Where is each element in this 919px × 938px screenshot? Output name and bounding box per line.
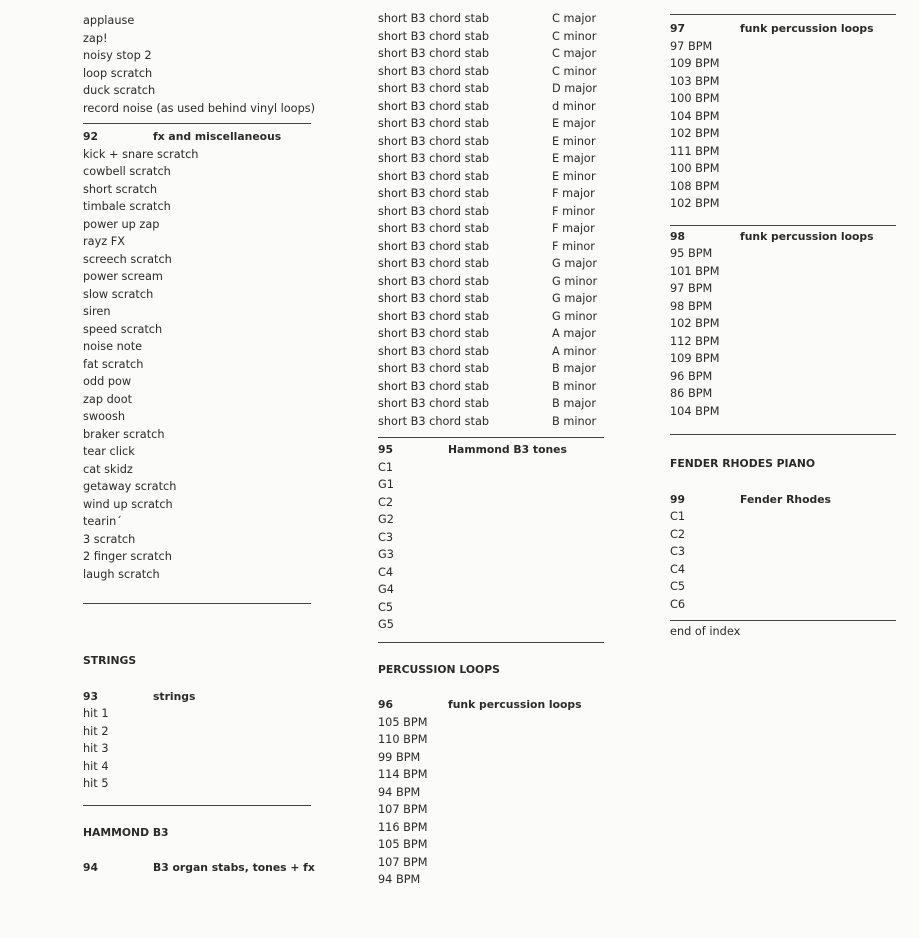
- list-item: swoosh: [83, 410, 125, 423]
- list-item: speed scratch: [83, 322, 163, 336]
- category-92-list: [83, 146, 311, 584]
- chord-stab-row: [378, 63, 604, 81]
- sample-name: short B3 chord stab: [378, 12, 490, 25]
- list-item: hit 1: [83, 707, 109, 720]
- chord-stab-row: [378, 45, 604, 63]
- list-item: tear click: [83, 445, 135, 458]
- list-item: noisy stop 2: [83, 49, 152, 62]
- sample-key: F major: [552, 222, 595, 235]
- category-title: B3 organ stabs, tones + fx: [153, 861, 315, 874]
- list-item: 94 BPM: [378, 785, 421, 799]
- chord-stab-row: [378, 360, 604, 378]
- sample-name: short B3 chord stab: [378, 362, 490, 375]
- chord-stab-row: [378, 273, 604, 291]
- list-item: record noise (as used behind vinyl loops): [83, 101, 316, 115]
- list-item: short scratch: [83, 182, 158, 196]
- list-item: 97 BPM: [670, 39, 713, 53]
- category-title: strings: [153, 689, 196, 703]
- list-item: C1: [378, 460, 394, 474]
- list-item: slow scratch: [83, 287, 154, 301]
- list-item: C6: [670, 597, 686, 611]
- sample-key: E minor: [552, 169, 596, 183]
- chord-stab-row: [378, 133, 604, 151]
- chord-stab-row: [378, 255, 604, 273]
- list-item: 101 BPM: [670, 264, 720, 278]
- list-item: cowbell scratch: [83, 165, 171, 178]
- sample-key: B major: [552, 362, 596, 375]
- chord-stab-row: [378, 168, 604, 186]
- chord-stab-row: [378, 80, 604, 98]
- category-title: Fender Rhodes: [740, 492, 831, 506]
- list-item: siren: [83, 305, 111, 318]
- list-item: tearin´: [83, 515, 122, 528]
- column-3: [670, 14, 896, 641]
- list-item: C1: [670, 510, 686, 523]
- category-title: fx and miscellaneous: [153, 130, 282, 143]
- chord-stab-row: [378, 115, 604, 133]
- list-item: G4: [378, 583, 394, 596]
- column-2: [378, 10, 604, 889]
- list-item: hit 2: [83, 724, 109, 738]
- list-item: 110 BPM: [378, 733, 428, 746]
- category-number: 98: [670, 229, 686, 243]
- category-99-list: [670, 508, 896, 613]
- sample-name: short B3 chord stab: [378, 292, 490, 305]
- list-item: 102 BPM: [670, 317, 720, 330]
- sample-key: G major: [552, 257, 597, 270]
- category-number: 94: [83, 861, 99, 874]
- sample-key: E minor: [552, 134, 596, 148]
- list-item: 114 BPM: [378, 768, 428, 781]
- sample-name: short B3 chord stab: [378, 309, 490, 323]
- list-item: wind up scratch: [83, 497, 173, 511]
- chord-stab-row: [378, 325, 604, 343]
- list-item: getaway scratch: [83, 480, 177, 493]
- column-1: [83, 12, 316, 877]
- category-93-header: [83, 688, 311, 706]
- section-title-fender: FENDER RHODES PIANO: [670, 457, 816, 470]
- section-title-percussion: PERCUSSION LOOPS: [378, 662, 500, 676]
- chord-stab-list: [378, 10, 604, 430]
- sample-name: short B3 chord stab: [378, 152, 490, 165]
- list-item: G3: [378, 548, 394, 561]
- list-item: 99 BPM: [378, 750, 421, 764]
- list-item: 100 BPM: [670, 162, 720, 175]
- chord-stab-row: [378, 185, 604, 203]
- chord-stab-row: [378, 28, 604, 46]
- sample-name: short B3 chord stab: [378, 117, 490, 130]
- chord-stab-row: [378, 413, 604, 431]
- list-item: G5: [378, 618, 394, 631]
- category-number: 99: [670, 492, 686, 506]
- end-of-index: end of index: [670, 625, 741, 638]
- list-item: 3 scratch: [83, 532, 136, 546]
- list-item: 108 BPM: [670, 179, 720, 193]
- list-item: C2: [670, 527, 686, 541]
- list-item: 94 BPM: [378, 873, 421, 886]
- sample-name: short B3 chord stab: [378, 379, 490, 393]
- category-95-list: [378, 459, 604, 634]
- list-item: C2: [378, 495, 394, 509]
- list-item: 116 BPM: [378, 820, 428, 834]
- category-98-list: [670, 245, 896, 420]
- category-97-header: [670, 20, 896, 38]
- list-item: 104 BPM: [670, 109, 720, 123]
- misc-list: [83, 12, 316, 117]
- chord-stab-row: [378, 308, 604, 326]
- chord-stab-row: [378, 10, 604, 28]
- divider: [83, 123, 311, 124]
- sample-key: C major: [552, 47, 597, 60]
- list-item: 95 BPM: [670, 247, 713, 260]
- list-item: 86 BPM: [670, 387, 713, 400]
- list-item: 2 finger scratch: [83, 550, 172, 563]
- sample-key: A major: [552, 327, 596, 340]
- list-item: 111 BPM: [670, 144, 720, 158]
- sample-name: short B3 chord stab: [378, 134, 490, 148]
- sample-name: short B3 chord stab: [378, 64, 490, 78]
- list-item: 103 BPM: [670, 74, 720, 88]
- list-item: kick + snare scratch: [83, 147, 199, 161]
- list-item: zap doot: [83, 392, 133, 406]
- list-item: power scream: [83, 270, 163, 283]
- list-item: noise note: [83, 340, 143, 353]
- list-item: C5: [378, 600, 394, 614]
- category-93-list: [83, 705, 311, 793]
- chord-stab-row: [378, 378, 604, 396]
- sample-key: F minor: [552, 204, 595, 218]
- chord-stab-row: [378, 98, 604, 116]
- sample-key: F minor: [552, 239, 595, 253]
- category-title: Hammond B3 tones: [448, 443, 567, 456]
- category-99-header: [670, 491, 896, 509]
- category-title: funk percussion loops: [448, 698, 582, 711]
- section-title-hammond: HAMMOND B3: [83, 825, 169, 839]
- sample-name: short B3 chord stab: [378, 344, 490, 358]
- list-item: 105 BPM: [378, 838, 428, 851]
- list-item: 112 BPM: [670, 334, 720, 348]
- category-number: 92: [83, 130, 99, 143]
- list-item: screech scratch: [83, 252, 172, 266]
- sample-name: short B3 chord stab: [378, 414, 490, 428]
- sample-key: d minor: [552, 99, 596, 113]
- list-item: 109 BPM: [670, 57, 720, 70]
- category-95-header: [378, 441, 604, 459]
- list-item: laugh scratch: [83, 567, 160, 581]
- category-98-header: [670, 228, 896, 246]
- category-title: funk percussion loops: [740, 22, 874, 35]
- sample-name: short B3 chord stab: [378, 397, 490, 410]
- list-item: G1: [378, 478, 394, 491]
- category-94-header: [83, 859, 315, 877]
- list-item: C4: [378, 565, 394, 579]
- category-number: 97: [670, 22, 686, 35]
- sample-name: short B3 chord stab: [378, 82, 490, 95]
- list-item: C3: [670, 545, 686, 558]
- sample-name: short B3 chord stab: [378, 47, 490, 60]
- category-title: funk percussion loops: [740, 229, 874, 243]
- category-number: 96: [378, 698, 394, 711]
- sample-key: D major: [552, 82, 597, 95]
- sample-name: short B3 chord stab: [378, 99, 490, 113]
- sample-name: short B3 chord stab: [378, 204, 490, 218]
- chord-stab-row: [378, 290, 604, 308]
- list-item: odd pow: [83, 375, 132, 388]
- section-title-strings: STRINGS: [83, 654, 137, 667]
- sample-key: C major: [552, 12, 597, 25]
- list-item: power up zap: [83, 217, 160, 231]
- list-item: timbale scratch: [83, 200, 171, 213]
- sample-key: E major: [552, 117, 596, 130]
- list-item: duck scratch: [83, 84, 156, 97]
- category-96-header: [378, 696, 604, 714]
- category-92-header: [83, 128, 311, 146]
- list-item: hit 5: [83, 777, 109, 790]
- chord-stab-row: [378, 150, 604, 168]
- list-item: fat scratch: [83, 357, 144, 371]
- list-item: 96 BPM: [670, 369, 713, 383]
- sample-key: B minor: [552, 414, 597, 428]
- sample-key: F major: [552, 187, 595, 200]
- list-item: loop scratch: [83, 66, 153, 80]
- list-item: 107 BPM: [378, 855, 428, 869]
- list-item: 104 BPM: [670, 404, 720, 418]
- chord-stab-row: [378, 220, 604, 238]
- divider: [670, 620, 896, 621]
- chord-stab-row: [378, 203, 604, 221]
- list-item: 107 BPM: [378, 803, 428, 816]
- list-item: 100 BPM: [670, 92, 720, 105]
- list-item: hit 3: [83, 742, 109, 755]
- sample-name: short B3 chord stab: [378, 327, 490, 340]
- list-item: 105 BPM: [378, 715, 428, 729]
- category-number: 93: [83, 689, 99, 703]
- sample-name: short B3 chord stab: [378, 274, 490, 288]
- list-item: hit 4: [83, 759, 109, 773]
- divider: [378, 437, 604, 438]
- sample-name: short B3 chord stab: [378, 257, 490, 270]
- list-item: G2: [378, 513, 394, 526]
- chord-stab-row: [378, 395, 604, 413]
- list-item: C5: [670, 580, 686, 593]
- list-item: zap!: [83, 31, 108, 45]
- divider: [670, 14, 896, 15]
- list-item: C3: [378, 530, 394, 544]
- sample-key: C minor: [552, 29, 597, 43]
- sample-key: B minor: [552, 379, 597, 393]
- sample-key: C minor: [552, 64, 597, 78]
- sample-name: short B3 chord stab: [378, 222, 490, 235]
- list-item: cat skidz: [83, 462, 133, 476]
- list-item: applause: [83, 14, 135, 27]
- sample-key: A minor: [552, 344, 597, 358]
- chord-stab-row: [378, 343, 604, 361]
- sample-key: G major: [552, 292, 597, 305]
- category-97-list: [670, 38, 896, 213]
- chord-stab-row: [378, 238, 604, 256]
- sample-name: short B3 chord stab: [378, 187, 490, 200]
- list-item: C4: [670, 562, 686, 576]
- sample-key: B major: [552, 397, 596, 410]
- list-item: braker scratch: [83, 427, 165, 441]
- list-item: rayz FX: [83, 235, 126, 248]
- sample-key: G minor: [552, 274, 598, 288]
- list-item: 109 BPM: [670, 352, 720, 365]
- sample-name: short B3 chord stab: [378, 29, 490, 43]
- list-item: 97 BPM: [670, 282, 713, 295]
- list-item: 98 BPM: [670, 299, 713, 313]
- list-item: 102 BPM: [670, 127, 720, 140]
- divider: [670, 225, 896, 226]
- category-number: 95: [378, 443, 394, 456]
- sample-name: short B3 chord stab: [378, 169, 490, 183]
- sample-key: E major: [552, 152, 596, 165]
- list-item: 102 BPM: [670, 197, 720, 210]
- category-96-list: [378, 714, 604, 889]
- sample-name: short B3 chord stab: [378, 239, 490, 253]
- sample-key: G minor: [552, 309, 598, 323]
